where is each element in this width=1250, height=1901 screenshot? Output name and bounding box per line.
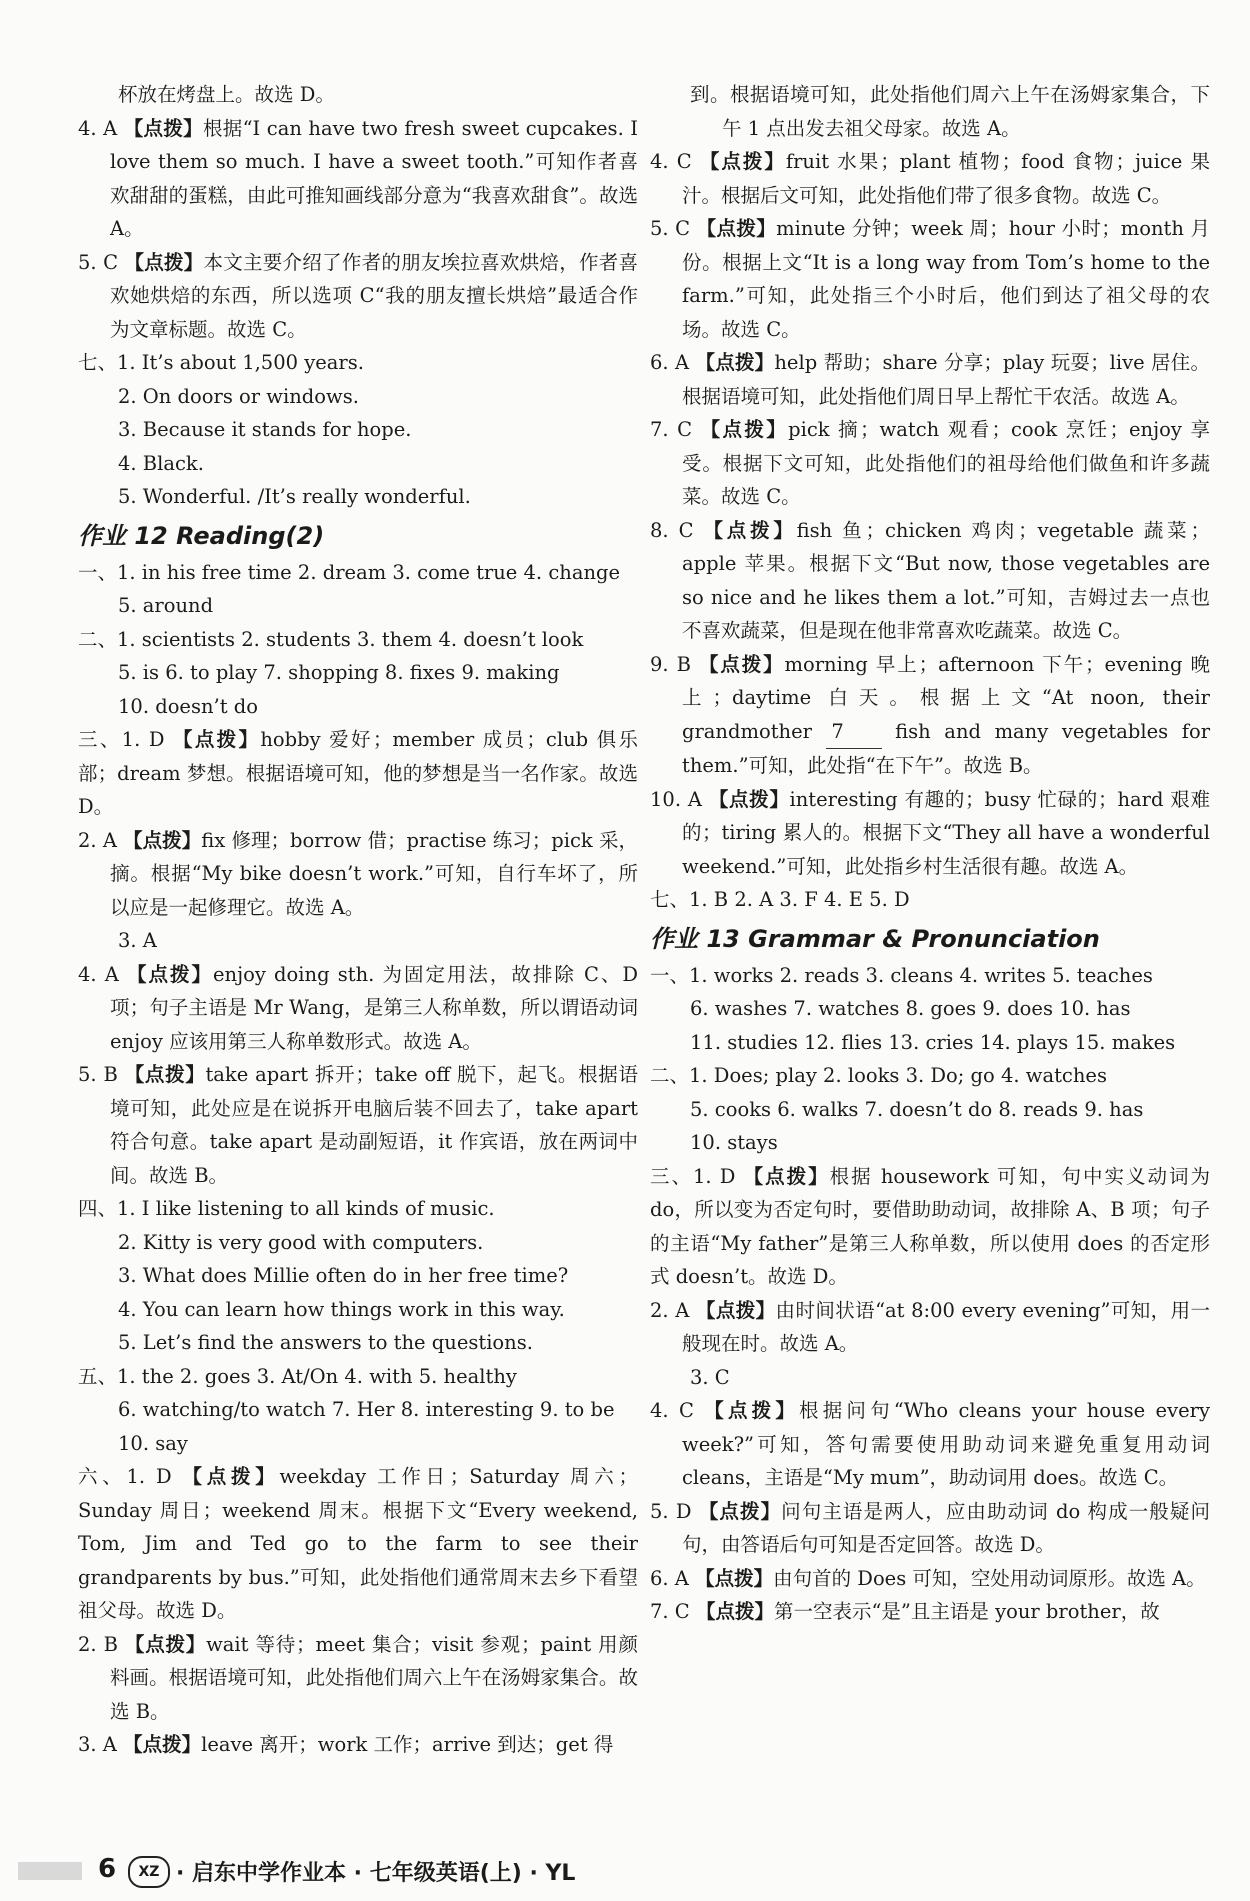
hint-marker: 【点拨】: [124, 1632, 207, 1656]
answer-number: 5. C: [78, 250, 125, 274]
answer-text: help 帮助；share 分享；play 玩耍；live 居住。根据语境可知，此处指他们周日早上帮忙干农活。故选 A。: [682, 351, 1210, 408]
answer-text: 4. Black.: [118, 451, 204, 475]
answer-text: 本文主要介绍了作者的朋友埃拉喜欢烘焙，作者喜欢她烘焙的东西，所以选项 C“我的朋友擅长烘焙”最适合作为文章标题。故选 C。: [110, 250, 638, 341]
answer-number: 2. A: [650, 1298, 696, 1322]
answer-line: [650, 1059, 1210, 1093]
answer-line: [650, 212, 1210, 346]
hint-marker: 【点拨】: [695, 1600, 774, 1623]
answer-text: 七、1. B 2. A 3. F 4. E 5. D: [650, 888, 910, 911]
answer-text: 4. You can learn how things work in this way.: [118, 1297, 565, 1321]
answer-number: 2. A: [78, 828, 124, 852]
answer-line: [78, 1326, 638, 1360]
answer-line: [78, 1259, 638, 1293]
answer-number: 7. C: [650, 418, 701, 441]
answer-line: [650, 1126, 1210, 1160]
answer-text: interesting 有趣的；busy 忙碌的；hard 艰难的；tiring 累人的。根据下文“They all have a wonderful weekend.”可知，此处指乡村生活很有趣。故选 A。: [682, 787, 1210, 878]
answer-text: 第一空表示“是”且主语是 your brother，故: [773, 1600, 1160, 1623]
publisher-logo: XZ: [128, 1856, 170, 1888]
answer-text: 10. stays: [690, 1131, 778, 1154]
answer-line: [78, 556, 638, 590]
answer-text: 根据 housework 可知，句中实义动词为 do，所以变为否定句时，要借助助动词，故排除 A、B 项；句子的主语“My father”是第三人称单数，所以使用 does 的否定形式 doesn’t。故选 D。: [650, 1164, 1210, 1288]
hint-marker: 【点拨】: [123, 116, 203, 140]
answer-text: 杯放在烤盘上。故选 D。: [118, 83, 335, 106]
answer-text: take apart 拆开；take off 脱下，起飞。根据语境可知，此处应是在说拆开电脑后装不回去了，take apart 符合句意。take apart 是动副短语，it 作宾语，放在两词中间。故选 B。: [110, 1063, 638, 1187]
section-heading: [650, 921, 1210, 957]
answer-text: 根据问句“Who cleans your house every week?”可知，答句需要使用助动词来避免重复用动词 cleans，主语是“My mum”，助动词用 does。故选 C。: [682, 1399, 1210, 1489]
answer-text: 四、1. I like listening to all kinds of music.: [78, 1197, 495, 1220]
answer-text: 七、1. It’s about 1,500 years.: [78, 351, 364, 374]
answer-text: 一、1. works 2. reads 3. cleans 4. writes 5. teaches: [650, 963, 1153, 987]
answer-text: 2. Kitty is very good with computers.: [118, 1230, 484, 1254]
answer-number: 5. D: [650, 1499, 699, 1523]
hint-marker: 【点拨】: [699, 652, 785, 676]
answer-line: [78, 690, 638, 724]
hint-marker: 【点拨】: [172, 728, 261, 751]
answer-line: [78, 589, 638, 623]
answer-text: 5. Wonderful. /It’s really wonderful.: [118, 485, 471, 508]
hint-marker: 【点拨】: [127, 962, 213, 986]
answer-text: pick 摘；watch 观看；cook 烹饪；enjoy 享受。根据下文可知，此处指他们的祖母给他们做鱼和许多蔬菜。故选 C。: [682, 418, 1210, 508]
answer-text: 6. watching/to watch 7. Her 8. interesting 9. to be: [118, 1398, 615, 1421]
answer-text: 3. A: [118, 929, 157, 952]
answer-text: wait 等待；meet 集合；visit 参观；paint 用颜料画。根据语境可知，此处指他们周六上午在汤姆家集合。故选 B。: [110, 1632, 638, 1723]
hint-marker: 【点拨】: [123, 1733, 202, 1756]
answer-line: [650, 78, 1210, 145]
answer-number: 6. A: [650, 1566, 696, 1590]
answer-text: 二、1. Does; play 2. looks 3. Do; go 4. watches: [650, 1064, 1107, 1087]
answer-number: 7. C: [650, 1600, 696, 1623]
answer-text: leave 离开；work 工作；arrive 到达；get 得: [201, 1733, 614, 1756]
hint-marker: 【点拨】: [695, 351, 775, 374]
answer-text: fruit 水果；plant 植物；food 食物；juice 果汁。根据后文可知，此处指他们带了很多食物。故选 C。: [682, 150, 1210, 207]
answer-number: 4. A: [78, 962, 128, 986]
answer-number: 三、1. D: [78, 728, 173, 751]
answer-text: weekday 工作日；Saturday 周六；Sunday 周日；weekend 周末。根据下文“Every weekend, Tom, Jim and Ted go to the farm to see their grandparents by bus.”可知，此处指他们通常周末去乡下看望祖父母。故选 D。: [78, 1465, 638, 1622]
answer-number: 六、1. D: [78, 1465, 183, 1488]
answer-text: 6. washes 7. watches 8. goes 9. does 10. has: [690, 997, 1131, 1020]
answer-text: 10. doesn’t do: [118, 694, 258, 718]
answer-line: [650, 959, 1210, 993]
answer-line: [650, 1093, 1210, 1127]
hint-marker: 【点拨】: [699, 150, 786, 173]
answer-number: 3. A: [78, 1733, 124, 1756]
answer-line: [78, 1628, 638, 1729]
right-column: [650, 78, 1210, 1629]
answer-text: 问句主语是两人，应由助动词 do 构成一般疑问句，由答语后句可知是否定回答。故选 D。: [682, 1499, 1210, 1556]
page-number: 6: [98, 1854, 117, 1884]
answer-text: 由时间状语“at 8:00 every evening”可知，用一般现在时。故选 A。: [682, 1298, 1210, 1355]
answer-text: enjoy doing sth. 为固定用法，故排除 C、D 项；句子主语是 Mr Wang，是第三人称单数，所以谓语动词 enjoy 应该用第三人称单数形式。故选 A。: [110, 962, 638, 1053]
answer-text: minute 分钟；week 周；hour 小时；month 月份。根据上文“It is a long way from Tom’s home to the farm.”可知，此处指三个小时后，他们到达了祖父母的农场。故选 C。: [682, 217, 1210, 341]
answer-number: 4. A: [78, 116, 124, 140]
answer-number: 8. C: [650, 518, 704, 542]
answer-text: 5. is 6. to play 7. shopping 8. fixes 9. making: [118, 661, 560, 684]
answer-line: [78, 824, 638, 925]
answer-line: [650, 1562, 1210, 1596]
answer-line: [650, 1394, 1210, 1495]
hint-marker: 【点拨】: [124, 250, 204, 274]
hint-marker: 【点拨】: [695, 1566, 774, 1590]
hint-marker: 【点拨】: [708, 787, 790, 811]
answer-text: 3. C: [690, 1365, 730, 1389]
answer-line: [650, 992, 1210, 1026]
answer-text: 5. Let’s find the answers to the questions.: [118, 1331, 533, 1354]
answer-line: [78, 1058, 638, 1192]
answer-line: [78, 413, 638, 447]
answer-text: 10. say: [118, 1431, 188, 1455]
hint-marker: 【点拨】: [743, 1164, 830, 1188]
answer-number: 6. A: [650, 351, 696, 374]
answer-text: 5. cooks 6. walks 7. doesn’t do 8. reads 9. has: [690, 1097, 1144, 1121]
answer-line: [78, 1360, 638, 1394]
answer-line: [78, 1427, 638, 1461]
answer-number: 5. B: [78, 1063, 125, 1086]
answer-number: 9. B: [650, 652, 700, 676]
hint-marker: 【点拨】: [695, 1298, 776, 1322]
section-heading: [78, 518, 638, 554]
answer-line: [78, 1460, 638, 1628]
answer-number: 2. B: [78, 1632, 125, 1656]
answer-line: [650, 1495, 1210, 1562]
page-footer: [0, 1852, 1250, 1892]
answer-line: [78, 246, 638, 347]
answer-text: fish 鱼；chicken 鸡肉；vegetable 蔬菜；apple 苹果。根据下文“But now, those vegetables are so nice and he likes them a lot.”可知，吉姆过去一点也不喜欢蔬菜，但是现在他非常喜欢吃蔬菜。故选 C。: [682, 518, 1210, 642]
answer-line: [78, 1293, 638, 1327]
answer-line: [650, 1026, 1210, 1060]
answer-line: [78, 723, 638, 824]
answer-line: [78, 1192, 638, 1226]
answer-number: 4. C: [650, 1399, 705, 1422]
answer-line: [650, 1160, 1210, 1294]
answer-line: [78, 1728, 638, 1762]
hint-marker: 【点拨】: [696, 217, 777, 240]
answer-line: [650, 413, 1210, 514]
answer-line: [650, 648, 1210, 783]
answer-line: [650, 883, 1210, 917]
answer-text: 二、1. scientists 2. students 3. them 4. doesn’t look: [78, 627, 584, 651]
answer-text: 作业 13 Grammar & Pronunciation: [650, 924, 1100, 953]
answer-text-after: fish and many vegetables for them.”可知，此处指“在下午”。故选 B。: [682, 719, 1211, 777]
answer-text: 作业 12 Reading(2): [78, 521, 325, 550]
answer-line: [78, 480, 638, 514]
hint-marker: 【点拨】: [182, 1465, 280, 1488]
answer-text: 3. What does Millie often do in her free time?: [118, 1264, 569, 1287]
answer-text: 由句首的 Does 可知，空处用动词原形。故选 A。: [773, 1566, 1206, 1590]
answer-line: [78, 623, 638, 657]
answer-line: [78, 112, 638, 246]
book-title: · 启东中学作业本 · 七年级英语(上) · YL: [176, 1861, 576, 1886]
answer-line: [650, 1294, 1210, 1361]
left-column: [78, 78, 638, 1762]
answer-text: fix 修理；borrow 借；practise 练习；pick 采，摘。根据“My bike doesn’t work.”可知，自行车坏了，所以应是一起修理它。故选 A。: [110, 828, 638, 919]
hint-marker: 【点拨】: [124, 1063, 206, 1086]
answer-text: 一、1. in his free time 2. dream 3. come true 4. change: [78, 560, 621, 584]
answer-text: 11. studies 12. flies 13. cries 14. plays 15. makes: [690, 1030, 1176, 1054]
answer-line: [78, 958, 638, 1059]
hint-marker: 【点拨】: [704, 1399, 800, 1422]
answer-line: [78, 78, 638, 112]
answer-line: [78, 924, 638, 958]
hint-marker: 【点拨】: [123, 828, 202, 852]
answer-line: [650, 145, 1210, 212]
hint-marker: 【点拨】: [700, 418, 789, 441]
answer-line: [650, 783, 1210, 884]
answer-text: 五、1. the 2. goes 3. At/On 4. with 5. healthy: [78, 1364, 517, 1388]
answer-line: [78, 447, 638, 481]
footer-bar: [18, 1862, 82, 1880]
answer-line: [650, 1595, 1210, 1629]
answer-line: [650, 1361, 1210, 1395]
answer-number: 4. C: [650, 150, 700, 173]
answer-line: [78, 380, 638, 414]
answer-text: 到。根据语境可知，此处指他们周六上午在汤姆家集合，下午 1 点出发去祖父母家。故选 A。: [690, 83, 1210, 140]
answer-text: 根据“I can have two fresh sweet cupcakes. I love them so much. I have a sweet tooth.”可知作者喜欢甜甜的蛋糕，由此可推知画线部分意为“我喜欢甜食”。故选 A。: [110, 116, 638, 240]
answer-text: 2. On doors or windows.: [118, 384, 359, 408]
hint-marker: 【点拨】: [698, 1499, 782, 1523]
answer-text: hobby 爱好；member 成员；club 俱乐部；dream 梦想。根据语境可知，他的梦想是当一名作家。故选 D。: [78, 728, 638, 818]
answer-line: [650, 514, 1210, 648]
answer-number: 三、1. D: [650, 1164, 744, 1188]
blank-number: 7: [826, 715, 882, 750]
answer-number: 10. A: [650, 787, 709, 811]
answer-text: 5. around: [118, 594, 214, 617]
answer-line: [78, 1226, 638, 1260]
answer-line: [78, 346, 638, 380]
answer-line: [78, 656, 638, 690]
answer-line: [650, 346, 1210, 413]
answer-number: 5. C: [650, 217, 697, 240]
answer-text: morning 早上；afternoon 下午；evening 晚上；daytime 白天。根据上文“At noon, their grandmother: [682, 652, 1210, 743]
answer-text: 3. Because it stands for hope.: [118, 418, 412, 441]
hint-marker: 【点拨】: [703, 518, 797, 542]
answer-line: [78, 1393, 638, 1427]
